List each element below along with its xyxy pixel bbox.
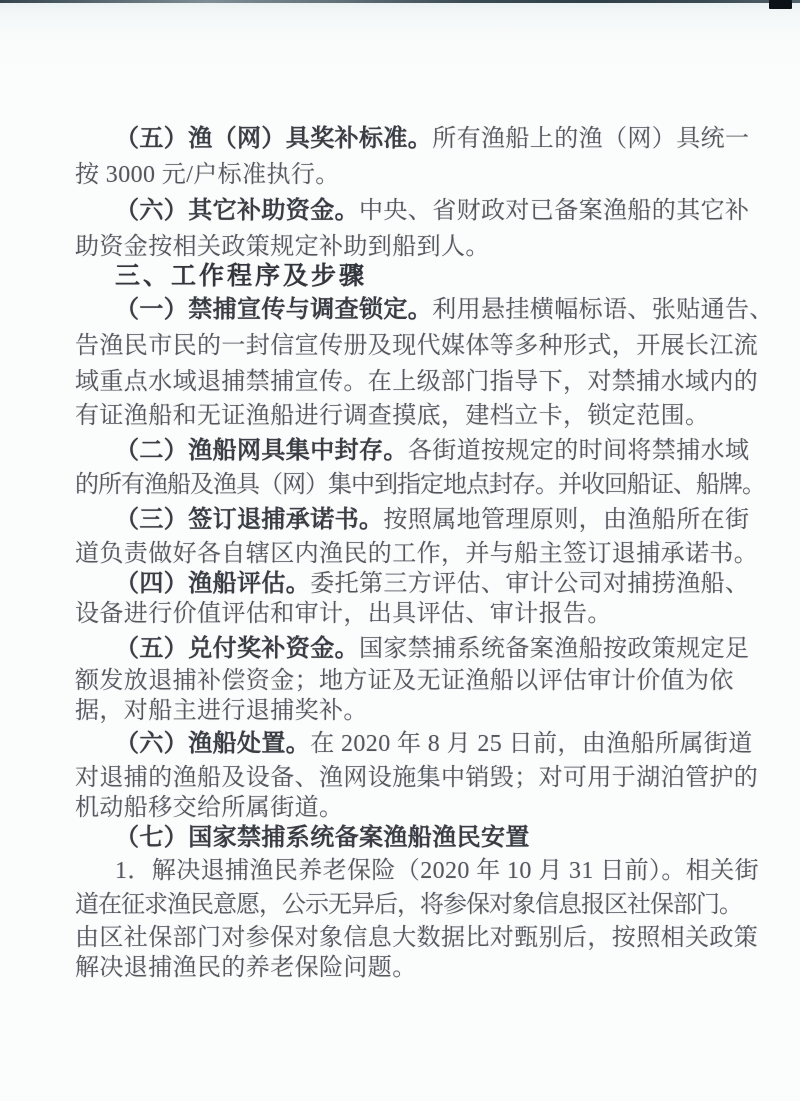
doc-line <box>75 922 765 952</box>
line-text: 对退捕的渔船及设备、渔网设施集中销毁；对可用于湖泊管护的 <box>75 765 759 791</box>
line-text: 助资金按相关政策规定补助到船到人。 <box>75 234 490 260</box>
doc-line <box>75 504 765 538</box>
paragraph-lead: （二）渔船网具集中封存。 <box>115 438 408 464</box>
paragraph-lead: （六）渔船处置。 <box>115 731 311 757</box>
doc-line <box>75 665 765 695</box>
doc-line <box>75 822 765 855</box>
line-text: 额发放退捕补偿资金；地方证及无证渔船以评估审计价值为依 <box>75 668 734 694</box>
line-text: 道在征求渔民意愿，公示无异后，将参保对象信息报区社保部门。 <box>75 892 742 918</box>
line-text: 设备进行价值评估和审计，出具评估、审计报告。 <box>75 601 612 627</box>
doc-line <box>75 294 774 330</box>
paragraph-lead: （五）渔（网）具奖补标准。 <box>115 126 433 152</box>
doc-line <box>75 123 765 159</box>
line-text: 告渔民市民的一封信宣传册及现代媒体等多种形式，开展长江流 <box>75 333 759 359</box>
doc-line <box>75 855 765 889</box>
line-text: 据，对船主进行退捕奖补。 <box>75 698 368 724</box>
document-body <box>75 123 774 985</box>
line-text: 所有渔船上的渔（网）具统一 <box>432 126 750 152</box>
line-text: 1．解决退捕渔民养老保险（2020 年 10 月 31 日前）。相关街 <box>115 858 759 884</box>
doc-line <box>75 330 765 366</box>
doc-line <box>75 598 765 633</box>
line-text: 有证渔船和无证渔船进行调查摸底，建档立卡，锁定范围。 <box>75 403 710 429</box>
line-text: 解决退捕渔民的养老保险问题。 <box>75 955 417 981</box>
paragraph-lead: （六）其它补助资金。 <box>115 198 359 224</box>
line-text: 域重点水域退捕禁捕宣传。在上级部门指导下，对禁捕水域内的 <box>75 369 759 395</box>
doc-line <box>75 538 765 568</box>
paragraph-lead: （一）禁捕宣传与调查锁定。 <box>115 297 433 323</box>
doc-line <box>75 195 765 231</box>
line-text: 委托第三方评估、审计公司对捕捞渔船、 <box>310 571 750 597</box>
line-text: 按 3000 元/户标准执行。 <box>75 162 340 188</box>
line-text: 各街道按规定的时间将禁捕水域 <box>407 438 750 464</box>
line-text: 中央、省财政对已备案渔船的其它补 <box>359 198 750 224</box>
line-text: 道负责做好各自辖区内渔民的工作，并与船主签订退捕承诺书。 <box>75 541 759 567</box>
doc-line <box>75 762 765 792</box>
doc-line <box>75 695 765 728</box>
doc-line <box>75 889 765 922</box>
doc-line <box>75 159 765 195</box>
scan-corner-mark <box>769 0 792 9</box>
doc-line <box>75 633 765 665</box>
heading-text: 三、工作程序及步骤 <box>115 262 368 290</box>
paragraph-lead: （三）签订退捕承诺书。 <box>115 507 384 533</box>
doc-line <box>75 469 765 504</box>
paragraph-lead: （七）国家禁捕系统备案渔船渔民安置 <box>115 825 530 851</box>
paragraph-lead: （五）兑付奖补资金。 <box>115 636 359 662</box>
line-text: 利用悬挂横幅标语、张贴通告、 <box>432 297 774 323</box>
paragraph-lead: （四）渔船评估。 <box>115 571 311 597</box>
doc-line <box>75 728 765 762</box>
doc-line <box>75 952 765 985</box>
doc-line <box>75 792 765 822</box>
line-text: 在 2020 年 8 月 25 日前，由渔船所属街道 <box>310 731 753 757</box>
doc-line <box>75 366 765 400</box>
section-heading <box>75 260 765 294</box>
doc-line <box>75 231 765 260</box>
line-text: 机动船移交给所属街道。 <box>75 795 344 821</box>
doc-line <box>75 400 765 435</box>
doc-line <box>75 568 765 598</box>
line-text: 由区社保部门对参保对象信息大数据比对甄别后，按照相关政策 <box>75 925 759 951</box>
doc-line <box>75 435 765 469</box>
line-text: 按照属地管理原则，由渔船所在街 <box>383 507 750 533</box>
line-text: 国家禁捕系统备案渔船按政策规定足 <box>359 636 750 662</box>
scan-top-edge-artifact <box>0 0 800 3</box>
line-text: 的所有渔船及渔具（网）集中到指定地点封存。并收回船证、船牌。 <box>75 472 765 498</box>
